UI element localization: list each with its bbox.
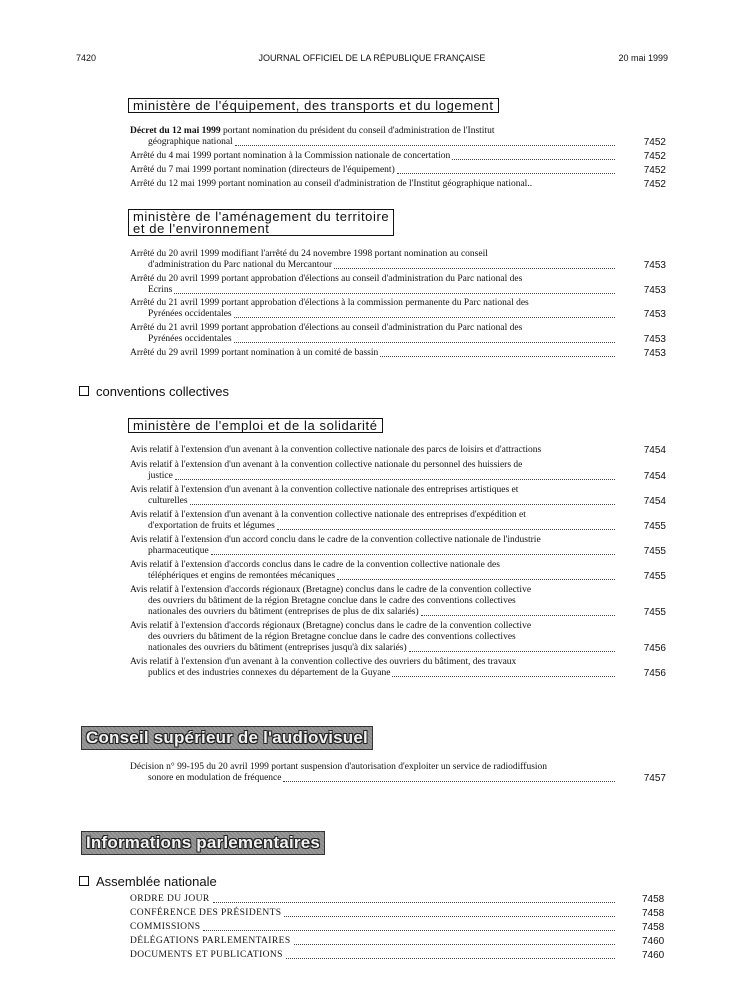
- toc-entry[interactable]: Arrêté du 20 avril 1999 portant approbation d'élections au conseil d'administration du Parc national des Ecrins 7453: [130, 274, 666, 296]
- toc-entry[interactable]: Avis relatif à l'extension d'un accord conclu dans le cadre de la convention collective nationale de l'industrie pharmaceutique 7455: [130, 535, 666, 557]
- toc-entry[interactable]: Décret du 12 mai 1999 portant nomination du président du conseil d'administration de l'Institut géographique national 7452: [130, 126, 666, 148]
- toc-entry[interactable]: Avis relatif à l'extension d'un avenant à la convention collective nationale des entreprises artistiques et culturelles 7454: [130, 485, 666, 507]
- page-ref: 7455: [643, 521, 666, 532]
- assemblee-toc: [130, 894, 666, 964]
- toc-entry[interactable]: Avis relatif à l'extension d'un avenant à la convention collective nationale des entreprises d'expédition et d'exportation de fruits et légumes 7455: [130, 510, 666, 532]
- page-ref: 7454: [643, 496, 666, 507]
- toc-row[interactable]: DOCUMENTS ET PUBLICATIONS 7460: [130, 950, 665, 961]
- page-ref: 7453: [643, 348, 666, 359]
- ministry-amenagement-title: ministère de l'aménagement du territoire et de l'environnement: [128, 209, 394, 236]
- page-ref: 7456: [643, 643, 666, 654]
- toc-entry[interactable]: Arrêté du 12 mai 1999 portant nomination au conseil d'administration de l'Institut géographique national.. 7452: [130, 179, 666, 190]
- toc-entry[interactable]: Avis relatif à l'extension d'accords régionaux (Bretagne) conclus dans le cadre de la convention collective des ouvriers du bâtiment de la région Bretagne conclue dans le cadre des conventions collectives nationales des ouvriers du bâtiment (entreprises de plus de dix salariés) 7455: [130, 585, 666, 618]
- parlement-section-title: Informations parlementaires: [81, 831, 325, 855]
- page-number: 7420: [76, 53, 97, 63]
- page-ref: 7452: [643, 165, 666, 176]
- toc-row[interactable]: ORDRE DU JOUR 7458: [130, 894, 665, 905]
- toc-entry[interactable]: Arrêté du 4 mai 1999 portant nomination à la Commission nationale de concertation 7452: [130, 151, 666, 162]
- toc-entry[interactable]: Arrêté du 21 avril 1999 portant approbation d'élections au conseil d'administration du Parc national des Pyrénées occidentales 7453: [130, 323, 666, 345]
- page-ref: 7458: [642, 894, 665, 905]
- page-ref: 7453: [643, 285, 666, 296]
- page-ref: 7453: [643, 309, 666, 320]
- page-ref: 7455: [643, 607, 666, 618]
- toc-entry[interactable]: Avis relatif à l'extension d'un avenant à la convention collective nationale des parcs de loisirs et d'attractions 7454: [130, 445, 666, 456]
- csa-section-title: Conseil supérieur de l'audiovisuel: [81, 726, 373, 750]
- journal-title: JOURNAL OFFICIEL DE LA RÉPUBLIQUE FRANÇAISE: [258, 53, 486, 63]
- toc-row[interactable]: COMMISSIONS 7458: [130, 922, 665, 933]
- page-ref: 7460: [642, 950, 665, 961]
- toc-entry[interactable]: Avis relatif à l'extension d'accords régionaux (Bretagne) conclus dans le cadre de la convention collective des ouvriers du bâtiment de la région Bretagne conclue dans le cadre des conventions collectives nationales des ouvriers du bâtiment (entreprises jusqu'à dix salariés) 7456: [130, 621, 666, 654]
- ministry-equipement-title: ministère de l'équipement, des transports et du logement: [128, 98, 499, 113]
- conventions-heading: conventions collectives: [79, 384, 229, 399]
- page-ref: 7458: [642, 908, 665, 919]
- toc-entry[interactable]: Arrêté du 20 avril 1999 modifiant l'arrêté du 24 novembre 1998 portant nomination au conseil d'administration du Parc national du Mercantour 7453: [130, 249, 666, 271]
- toc-entry[interactable]: Avis relatif à l'extension d'un avenant à la convention collective des ouvriers du bâtiment, des travaux publics et des industries connexes du département de la Guyane 7456: [130, 657, 666, 679]
- page-ref: 7456: [643, 668, 666, 679]
- issue-date: 20 mai 1999: [618, 53, 668, 63]
- page-ref: 7453: [643, 334, 666, 345]
- toc-entry[interactable]: Avis relatif à l'extension d'accords conclus dans le cadre de la convention collective nationale des téléphériques et engins de remontées mécaniques 7455: [130, 560, 666, 582]
- page-ref: 7453: [643, 260, 666, 271]
- toc-entry[interactable]: Arrêté du 29 avril 1999 portant nomination à un comité de bassin 7453: [130, 348, 666, 359]
- page-ref: 7458: [642, 922, 665, 933]
- page-ref: 7452: [643, 137, 666, 148]
- toc-entry[interactable]: Décision n° 99-195 du 20 avril 1999 portant suspension d'autorisation d'exploiter un service de radiodiffusion sonore en modulation de fréquence 7457: [130, 762, 666, 784]
- page-ref: 7452: [643, 179, 666, 190]
- checkbox-square-icon: [79, 876, 89, 886]
- page-ref: 7454: [643, 471, 666, 482]
- page-ref: 7452: [643, 151, 666, 162]
- page-ref: 7454: [643, 445, 666, 456]
- page-ref: 7460: [642, 936, 665, 947]
- page-ref: 7455: [643, 546, 666, 557]
- toc-row[interactable]: DÉLÉGATIONS PARLEMENTAIRES 7460: [130, 936, 665, 947]
- toc-entry[interactable]: Arrêté du 21 avril 1999 portant approbation d'élections à la commission permanente du Parc national des Pyrénées occidentales 7453: [130, 298, 666, 320]
- ministry-emploi-title: ministère de l'emploi et de la solidarité: [128, 418, 383, 433]
- page-ref: 7457: [643, 773, 666, 784]
- page-ref: 7455: [643, 571, 666, 582]
- toc-row[interactable]: CONFÉRENCE DES PRÉSIDENTS 7458: [130, 908, 665, 919]
- toc-entry[interactable]: Arrêté du 7 mai 1999 portant nomination (directeurs de l'équipement) 7452: [130, 165, 666, 176]
- page-header: [76, 53, 668, 65]
- checkbox-square-icon: [79, 386, 89, 396]
- assemblee-heading: Assemblée nationale: [79, 874, 217, 889]
- toc-entry[interactable]: Avis relatif à l'extension d'un avenant à la convention collective nationale du personnel des huissiers de justice 7454: [130, 460, 666, 482]
